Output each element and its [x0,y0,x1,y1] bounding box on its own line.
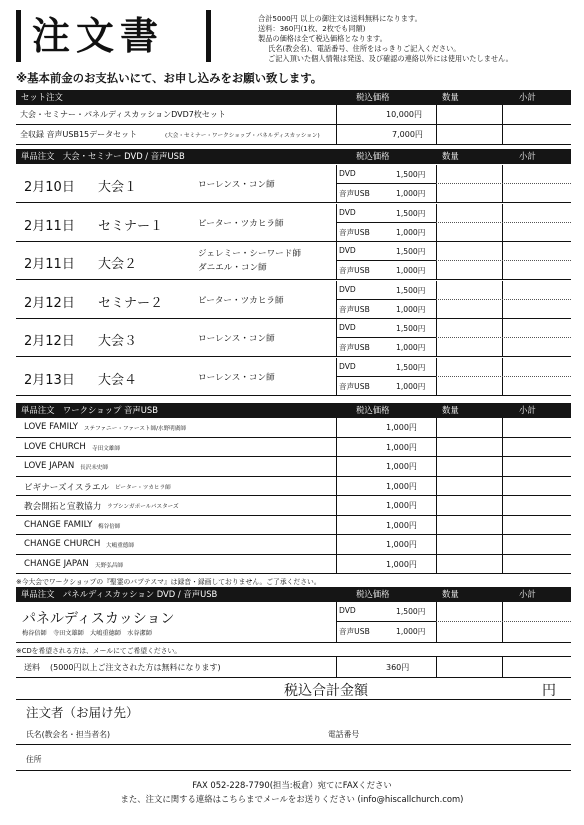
workshop-footnote: ※今大会でワークショップの『聖霊のバプテスマ』は録音・録画しておりません。ご了承ください。 [16,578,321,586]
usb-label: 音声USB [339,381,370,391]
set-item-price: 10,000円 [386,110,422,119]
customer-phone-label: 電話番号 [328,730,360,739]
usb-price: 1,000円 [396,627,426,636]
workshop-item-row [16,477,571,497]
event-date: 2月11日 [24,257,75,272]
customer-heading: 注文者（お届け先） [26,705,139,720]
panel-section-header [16,587,571,602]
document-title: 注文書 [32,14,165,58]
workshop-price: 1,000円 [386,540,417,549]
usb-price: 1,000円 [396,304,426,314]
name-field-line[interactable] [16,744,571,745]
note-line: 合計5000円 以上の御注文は送料無料になります。 [258,14,422,23]
note-line: ご記入頂いた個人情報は発送、及び確認の連絡以外には使用いたしません。 [268,54,513,63]
dvd-label: DVD [339,246,356,255]
panel-item-row [16,602,571,643]
usb-label: 音声USB [339,627,370,636]
event-speaker: ローレンス・コン師 [198,334,275,344]
panel-section-title: 単品注文 パネルディスカッション DVD / 音声USB [21,589,218,599]
dvd-label: DVD [339,323,356,332]
workshop-price: 1,000円 [386,520,417,530]
dvd-price: 1,500円 [396,607,426,616]
workshop-speaker: 梅谷倍師 [98,523,121,530]
note-line: 氏名(教会名)、電話番号、住所をはっきりご記入ください。 [268,44,461,53]
dvd-price: 1,500円 [396,362,426,372]
workshop-price: 1,000円 [386,559,417,569]
order-notes [258,14,578,64]
event-name: セミナー１ [98,218,164,234]
usb-price: 1,000円 [396,381,426,391]
qty-column-header: 数量 [442,405,459,415]
event-name: 大会３ [98,334,138,349]
usb-label: 音声USB [339,343,370,352]
shipping-label: 送料 [24,663,40,672]
usb-label: 音声USB [339,266,370,275]
fax-instruction: FAX 052-228-7790(担当:板倉）宛てにFAXください [192,780,392,790]
workshop-speaker: ラブシンガポールパスターズ [107,504,179,510]
single-item-row [16,281,571,319]
workshop-item-row [16,555,571,575]
single-item-row [16,242,571,280]
document-title-block [16,10,238,62]
event-name: 大会４ [98,372,138,388]
total-row [16,678,571,700]
workshop-speaker: 大嶋重德師 [106,543,134,549]
panel-speakers: 梅谷倍師 寺田文雄師 大嶋重德師 水谷潔師 [22,630,152,637]
price-column-header: 税込価格 [356,589,390,599]
set-section-title: セット注文 [21,92,63,102]
workshop-section-header [16,403,571,418]
customer-address-label: 住所 [26,755,42,764]
price-column-header: 税込価格 [356,405,390,415]
workshop-section-title: 単品注文 ワークショップ 音声USB [21,405,158,415]
workshop-price: 1,000円 [386,501,417,510]
workshop-title: CHANGE CHURCH [24,539,101,549]
single-item-row [16,165,571,203]
workshop-price: 1,000円 [386,462,417,471]
title-right-bar [206,10,211,62]
usb-price: 1,000円 [396,227,426,237]
subtotal-column-header: 小計 [519,589,536,599]
contact-instruction: また、注文に関する連絡はこちらまでメールをお送りください (info@hiscallchurch.com) [120,794,464,804]
workshop-item-row [16,438,571,458]
workshop-price: 1,000円 [386,481,417,491]
workshop-item-row [16,418,571,438]
qty-column-header: 数量 [442,151,459,161]
subtotal-column-header: 小計 [519,151,536,161]
set-item-price: 7,000円 [392,130,423,139]
workshop-title: 教会開拓と宣教協力 [24,502,102,512]
workshop-title: CHANGE JAPAN [24,558,89,569]
usb-label: 音声USB [339,304,370,314]
event-speaker-2: ダニエル・コン師 [198,263,267,273]
price-column-header: 税込価格 [356,151,390,161]
note-line: 製品の価格は全て税込価格となります。 [258,34,387,43]
single-item-row [16,204,571,242]
total-unit: 円 [542,683,556,699]
set-item-name: 大会・セミナー・パネルディスカッションDVD7枚セット [20,110,226,119]
dvd-price: 1,500円 [396,285,426,295]
workshop-speaker: 長沢未史師 [80,465,108,471]
prepayment-notice: ※基本前金のお支払いにて、お申し込みをお願い致します。 [16,71,323,85]
workshop-speaker: 寺田文雄師 [92,445,120,452]
title-left-bar [16,10,21,62]
dvd-label: DVD [339,606,356,615]
address-field-line[interactable] [16,770,571,771]
dvd-label: DVD [339,361,356,371]
set-item-row [16,105,571,125]
workshop-speaker: ピーター・ツカヒラ師 [115,484,171,491]
event-name: 大会２ [98,257,138,272]
workshop-title: LOVE FAMILY [24,422,79,432]
event-date: 2月13日 [24,372,75,388]
qty-column-header: 数量 [442,589,459,599]
dvd-label: DVD [339,169,356,178]
subtotal-column-header: 小計 [519,92,536,102]
price-column-header: 税込価格 [356,92,390,102]
total-label: 税込合計金額 [284,683,368,699]
usb-price: 1,000円 [396,266,426,275]
event-speaker: ジェレミー・シーワード師 [198,249,301,259]
event-speaker: ピーター・ツカヒラ師 [198,218,284,229]
single-section-title: 単品注文 大会・セミナー DVD / 音声USB [21,151,185,161]
panel-footnote: ※CDを希望される方は、メールにてご希望ください。 [16,647,182,655]
shipping-row [16,656,571,678]
set-item-name: 全収録 音声USB15データセット [20,130,138,139]
workshop-price: 1,000円 [386,423,417,432]
workshop-item-row [16,496,571,516]
set-item-note: (大会・セミナー・ワークショップ・パネルディスカッション) [165,133,320,139]
event-date: 2月11日 [24,218,75,234]
usb-label: 音声USB [339,189,370,198]
note-line: 送料：360円(1枚、2枚でも同額) [258,24,366,33]
dvd-price: 1,500円 [396,247,426,256]
workshop-title: CHANGE FAMILY [24,519,93,530]
usb-price: 1,000円 [396,343,426,352]
qty-column-header: 数量 [442,92,459,102]
usb-price: 1,000円 [396,189,426,198]
event-speaker: ローレンス・コン師 [198,180,275,190]
workshop-item-row [16,535,571,555]
single-item-row [16,319,571,357]
workshop-item-row [16,516,571,536]
usb-label: 音声USB [339,227,370,237]
customer-name-label: 氏名(教会名・担当者名) [26,730,111,739]
workshop-speaker: 天野弘昌師 [95,562,123,569]
workshop-item-row [16,457,571,477]
panel-title: パネルディスカッション [22,611,175,627]
set-item-row [16,125,571,145]
subtotal-column-header: 小計 [519,405,536,415]
shipping-note: (5000円以上ご注文された方は無料になります) [50,663,221,672]
shipping-price: 360円 [386,663,410,672]
event-name: セミナー２ [98,295,164,311]
set-section-header [16,90,571,105]
event-speaker: ローレンス・コン師 [198,372,275,383]
dvd-label: DVD [339,284,356,294]
workshop-speaker: ステファニー・ファースト師/水野明廣師 [84,426,186,432]
dvd-price: 1,500円 [396,170,426,179]
event-date: 2月12日 [24,295,75,311]
event-name: 大会１ [98,180,138,195]
workshop-title: LOVE CHURCH [24,441,86,452]
single-item-row [16,358,571,396]
dvd-label: DVD [339,207,356,217]
event-date: 2月10日 [24,180,75,195]
workshop-title: LOVE JAPAN [24,461,75,471]
workshop-price: 1,000円 [386,442,417,452]
workshop-title: ビギナーズイスラエル [24,482,110,493]
event-date: 2月12日 [24,334,75,349]
dvd-price: 1,500円 [396,324,426,333]
dvd-price: 1,500円 [396,208,426,218]
event-speaker: ピーター・ツカヒラ師 [198,295,284,306]
single-section-header [16,149,571,164]
